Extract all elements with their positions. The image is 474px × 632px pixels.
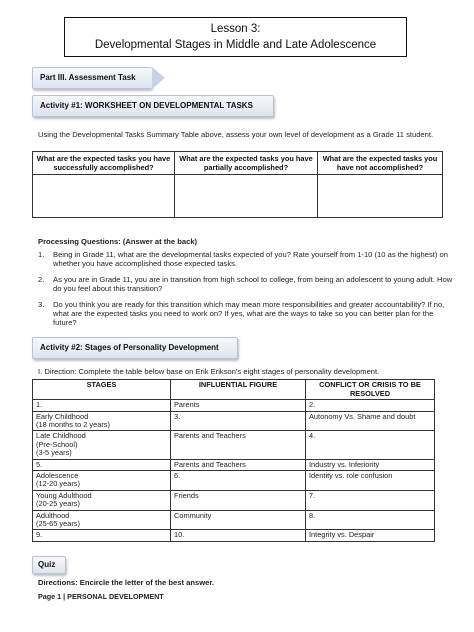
answer-cell-partial[interactable] [175, 175, 318, 218]
answer-cell-successful[interactable] [33, 175, 175, 218]
table-cell: Friends [171, 490, 306, 510]
table-row [33, 459, 435, 470]
table-row [33, 510, 435, 530]
activity2-direction: I. Direction: Complete the table below base on Erik Erikson's eight stages of personality development. [38, 367, 380, 376]
table-cell: Industry vs. Inferiority [306, 459, 435, 470]
column-header-successful: What are the expected tasks you have successfully accomplished? [33, 152, 175, 175]
column-header-influential-figure: INFLUENTIAL FIGURE [171, 380, 306, 400]
activity2-heading-label: Activity #2: Stages of Personality Development [40, 343, 219, 352]
table-cell: Parents and Teachers [171, 459, 306, 470]
answer-cell-not[interactable] [318, 175, 443, 218]
processing-questions-list [38, 250, 458, 334]
table-cell: Adulthood (25-65 years) [33, 510, 171, 530]
processing-questions-heading: Processing Questions: (Answer at the back) [38, 237, 198, 246]
table-cell: 7. [306, 490, 435, 510]
table-row [33, 471, 435, 491]
table-cell: 8. [306, 510, 435, 530]
table-row [33, 400, 435, 411]
list-item: 3. Do you think you are ready for this transition which may mean more responsibilities and greater accountability? If no, what are the expected tasks you need to work on? If yes, what are the ways to take so you can better plan for the future? [38, 299, 445, 328]
table-cell: 5. [33, 459, 171, 470]
table-cell: 4. [306, 431, 435, 459]
column-header-conflict: CONFLICT OR CRISIS TO BE RESOLVED [306, 380, 435, 400]
table-cell: Community [171, 510, 306, 530]
page-footer: Page 1 | PERSONAL DEVELOPMENT [38, 592, 164, 601]
list-item: 2. As you are in Grade 11, you are in transition from high school to college, from being an adolescent to young adult. How do you feel about this transition? [38, 274, 453, 294]
table-cell: 2. [306, 400, 435, 411]
table-cell: 10. [171, 530, 306, 541]
quiz-directions: Directions: Encircle the letter of the best answer. [38, 578, 214, 587]
table-cell: 1. [33, 400, 171, 411]
table-cell: Adolescence (12-20 years) [33, 471, 171, 491]
quiz-heading-tab [32, 556, 66, 574]
developmental-tasks-table [32, 151, 443, 218]
table-cell: Autonomy Vs. Shame and doubt [306, 411, 435, 431]
table-cell: Integrity vs. Despair [306, 530, 435, 541]
activity1-heading-tab [32, 95, 274, 117]
table-row [33, 490, 435, 510]
column-header-partial: What are the expected tasks you have partially accomplished? [175, 152, 318, 175]
quiz-heading-label: Quiz [38, 560, 56, 569]
part3-heading-label: Part III. Assessment Task [40, 73, 136, 82]
table-row [33, 431, 435, 459]
table-cell: Parents and Teachers [171, 431, 306, 459]
table-cell: Identity vs. role confusion [306, 471, 435, 491]
table-cell: 6. [171, 471, 306, 491]
table-cell: 9. [33, 530, 171, 541]
list-item: 1. Being in Grade 11, what are the developmental tasks expected of you? Rate yourself from 1-10 (10 as the highest) on whether you have accomplished those expected tasks. [38, 250, 448, 269]
table-cell: Parents [171, 400, 306, 411]
activity2-heading-tab [32, 337, 238, 359]
lesson-number: Lesson 3: [210, 23, 261, 35]
table-row [33, 411, 435, 431]
table-cell: 3. [171, 411, 306, 431]
lesson-title: Developmental Stages in Middle and Late Adolescence [94, 39, 377, 51]
personality-stages-table [32, 379, 435, 542]
table-row [33, 530, 435, 541]
table-cell: Early Childhood (18 months to 2 years) [33, 411, 171, 431]
activity1-heading-label: Activity #1: WORKSHEET ON DEVELOPMENTAL TASKS [40, 101, 253, 110]
lesson-title-box [64, 17, 407, 57]
column-header-stages: STAGES [33, 380, 171, 400]
table-cell: Young Adulthood (20-25 years) [33, 490, 171, 510]
part3-heading-tab [32, 67, 152, 89]
table-cell: Late Childhood (Pre-School) (3-5 years) [33, 431, 171, 459]
activity1-instruction: Using the Developmental Tasks Summary Table above, assess your own level of development as a Grade 11 student. [38, 130, 434, 139]
column-header-not: What are the expected tasks you have not accomplished? [318, 152, 443, 175]
